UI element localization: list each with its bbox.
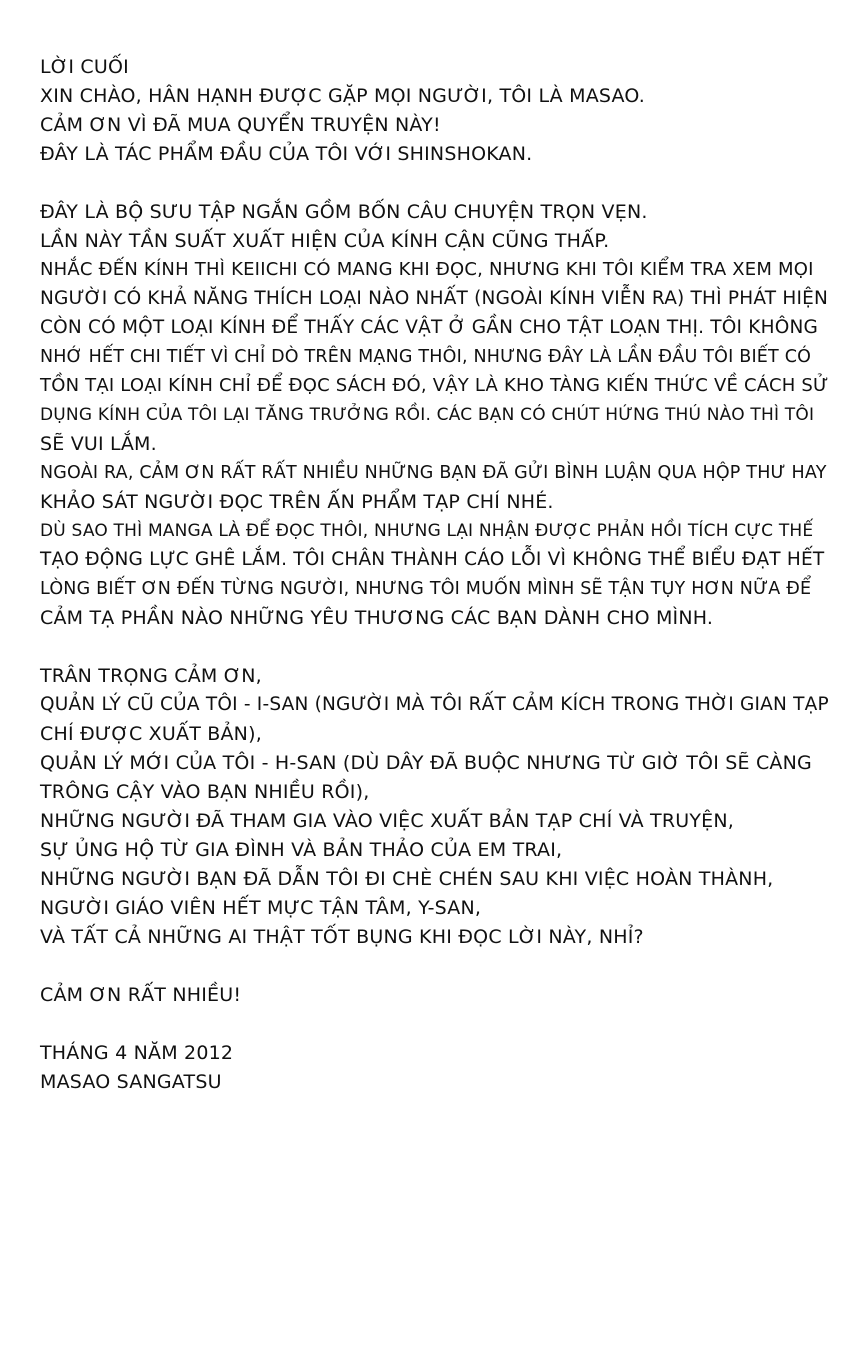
text-line: VÀ TẤT CẢ NHỮNG AI THẬT TỐT BỤNG KHI ĐỌC LỜI NÀY, NHỈ? [40,926,644,948]
text-line: DỤNG KÍNH CỦA TÔI LẠI TĂNG TRƯỞNG RỒI. CÁC BẠN CÓ CHÚT HỨNG THÚ NÀO THÌ TÔI [40,405,815,425]
text-line: NHỚ HẾT CHI TIẾT VÌ CHỈ DÒ TRÊN MẠNG THÔI, NHƯNG ĐÂY LÀ LẦN ĐẦU TÔI BIẾT CÓ [40,347,812,367]
text-line: KHẢO SÁT NGƯỜI ĐỌC TRÊN ẤN PHẨM TẠP CHÍ NHÉ. [40,491,554,513]
text-line: CẢM ƠN VÌ ĐÃ MUA QUYỂN TRUYỆN NÀY! [40,114,441,136]
text-line: XIN CHÀO, HÂN HẠNH ĐƯỢC GẶP MỌI NGƯỜI, TÔI LÀ MASAO. [40,85,645,107]
text-line: ĐÂY LÀ BỘ SƯU TẬP NGẮN GỒM BỐN CÂU CHUYỆN TRỌN VẸN. [40,201,648,223]
text-line: LÒNG BIẾT ƠN ĐẾN TỪNG NGƯỜI, NHƯNG TÔI MUỐN MÌNH SẼ TẬN TỤY HƠN NỮA ĐỂ [40,579,812,599]
text-line: TỒN TẠI LOẠI KÍNH CHỈ ĐỂ ĐỌC SÁCH ĐÓ, VẬY LÀ KHO TÀNG KIẾN THỨC VỀ CÁCH SỬ [40,375,829,396]
text-line: SỰ ỦNG HỘ TỪ GIA ĐÌNH VÀ BẢN THẢO CỦA EM TRAI, [40,839,563,861]
text-line: TRÔNG CẬY VÀO BẠN NHIỀU RỒI), [40,781,370,803]
text-line: NHỮNG NGƯỜI BẠN ĐÃ DẪN TÔI ĐI CHÈ CHÉN SAU KHI VIỆC HOÀN THÀNH, [40,868,774,890]
date-line: THÁNG 4 NĂM 2012 [40,1042,234,1064]
text-line: ĐÂY LÀ TÁC PHẨM ĐẦU CỦA TÔI VỚI SHINSHOKAN. [40,143,533,165]
text-line: LẦN NÀY TẦN SUẤT XUẤT HIỆN CỦA KÍNH CẬN CŨNG THẤP. [40,230,610,252]
text-line: TRÂN TRỌNG CẢM ƠN, [40,665,262,687]
text-line: TẠO ĐỘNG LỰC GHÊ LẮM. TÔI CHÂN THÀNH CÁO LỖI VÌ KHÔNG THỂ BIỂU ĐẠT HẾT [40,549,825,570]
text-line: NGOÀI RA, CẢM ƠN RẤT RẤT NHIỀU NHỮNG BẠN ĐÃ GỬI BÌNH LUẬN QUA HỘP THƯ HAY [40,463,827,483]
text-line: DÙ SAO THÌ MANGA LÀ ĐỂ ĐỌC THÔI, NHƯNG LẠI NHẬN ĐƯỢC PHẢN HỒI TÍCH CỰC THẾ [40,521,814,541]
closing-line: CẢM ƠN RẤT NHIỀU! [40,984,242,1006]
text-line: QUẢN LÝ MỚI CỦA TÔI - H-SAN (DÙ DÂY ĐÃ BUỘC NHƯNG TỪ GIỜ TÔI SẼ CÀNG [40,752,812,774]
text-line: NHỮNG NGƯỜI ĐÃ THAM GIA VÀO VIỆC XUẤT BẢN TẠP CHÍ VÀ TRUYỆN, [40,810,735,832]
text-line: NGƯỜI GIÁO VIÊN HẾT MỰC TẬN TÂM, Y-SAN, [40,897,482,919]
text-line: QUẢN LÝ CŨ CỦA TÔI - I-SAN (NGƯỜI MÀ TÔI RẤT CẢM KÍCH TRONG THỜI GIAN TẠP [40,694,829,715]
text-line: SẼ VUI LẮM. [40,433,157,455]
afterword-title: LỜI CUỐI [40,56,129,78]
text-line: NHẮC ĐẾN KÍNH THÌ KEIICHI CÓ MANG KHI ĐỌC, NHƯNG KHI TÔI KIỂM TRA XEM MỌI [40,259,814,280]
signature-line: MASAO SANGATSU [40,1071,222,1093]
text-line: CHÍ ĐƯỢC XUẤT BẢN), [40,723,262,745]
text-line: NGƯỜI CÓ KHẢ NĂNG THÍCH LOẠI NÀO NHẤT (NGOÀI KÍNH VIỄN RA) THÌ PHÁT HIỆN [40,288,829,309]
text-line: CẢM TẠ PHẦN NÀO NHỮNG YÊU THƯƠNG CÁC BẠN DÀNH CHO MÌNH. [40,607,714,629]
text-line: CÒN CÓ MỘT LOẠI KÍNH ĐỂ THẤY CÁC VẬT Ở GẦN CHO TẬT LOẠN THỊ. TÔI KHÔNG [40,317,819,338]
